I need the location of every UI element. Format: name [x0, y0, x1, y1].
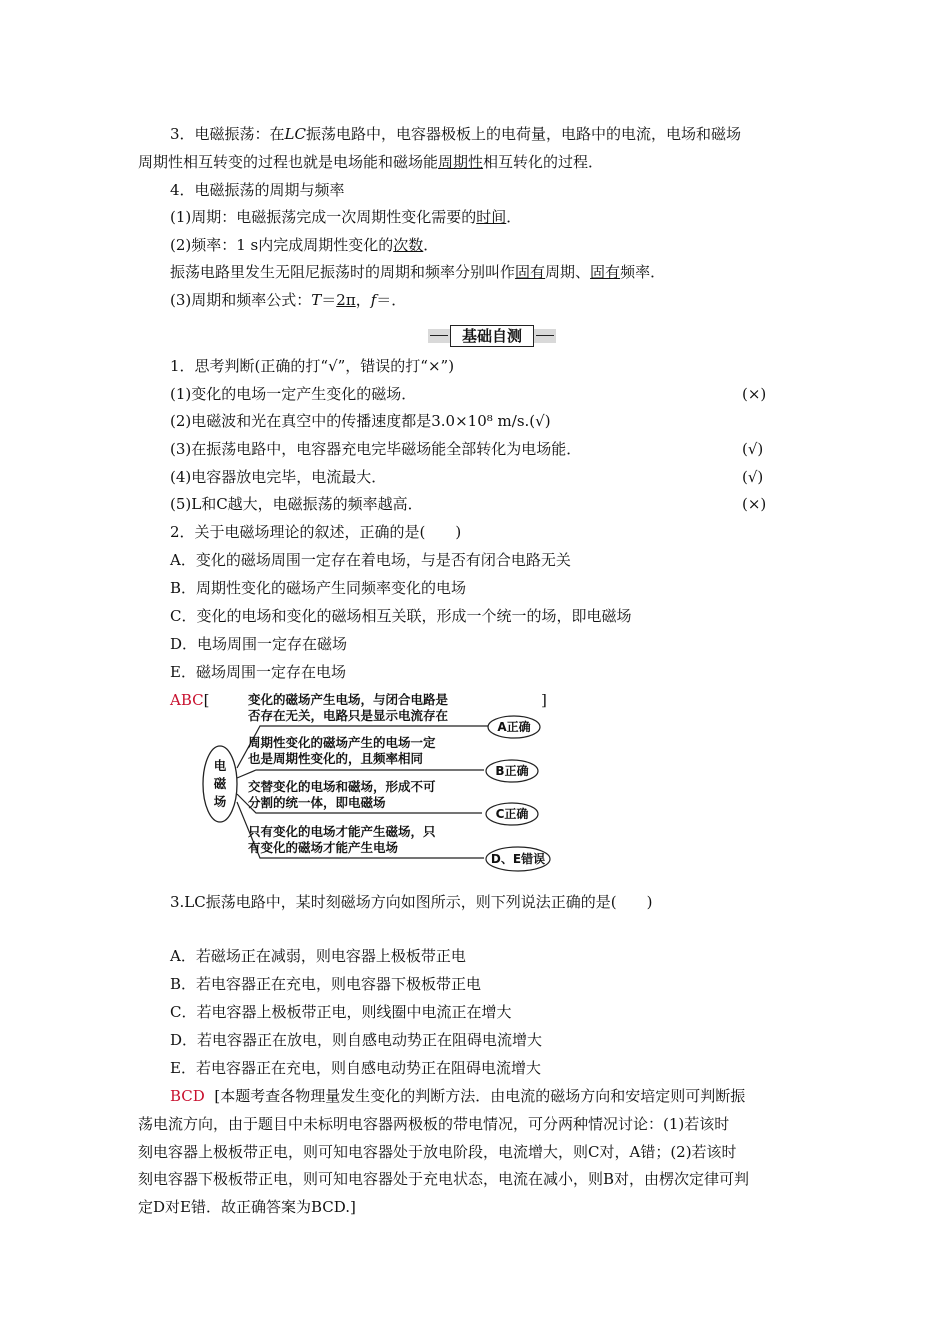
q3-option-d: D．若电容器正在放电，则自感电动势正在阻碍电流增大 [170, 1031, 543, 1049]
q1-item-1: (1)变化的电场一定产生变化的磁场． [170, 385, 417, 403]
q2-option-a: A．变化的磁场周围一定存在着电场，与是否有闭合电路无关 [170, 551, 571, 569]
q1-mark-3: (√) [742, 440, 764, 458]
q2-stem: 2．关于电磁场理论的叙述，正确的是( ) [170, 523, 462, 541]
q2-bracket-close: ] [541, 691, 547, 709]
diagram-text-c: 交替变化的电场和磁场，形成不可 分割的统一体，即电磁场 [248, 779, 436, 810]
diagram-text-a: 变化的磁场产生电场，与闭合电路是 否存在无关，电路只是显示电流存在 [248, 692, 449, 723]
q2-option-c: C．变化的电场和变化的磁场相互关联，形成一个统一的场，即电磁场 [170, 607, 632, 625]
frequency-def: (2)频率：1 s内完成周期性变化的次数． [170, 236, 439, 254]
q3-option-e: E．若电容器正在充电，则自感电动势正在阻碍电流增大 [170, 1059, 541, 1077]
q1-item-2: (2)电磁波和光在真空中的传播速度都是3.0×10⁸ m/s.(√) [170, 412, 551, 430]
diagram-center-label: 电 磁 场 [213, 758, 227, 809]
q3-answer: BCD [170, 1087, 205, 1105]
q3-option-a: A．若磁场正在减弱，则电容器上极板带正电 [170, 947, 466, 965]
section-header [428, 325, 556, 347]
q3-option-b: B．若电容器正在充电，则电容器下极板带正电 [170, 975, 482, 993]
q1-mark-1: (×) [742, 385, 767, 403]
diagram-text-d: 只有变化的电场才能产生磁场，只 有变化的磁场才能产生电场 [248, 824, 436, 855]
para3-line1: 3．电磁振荡：在LC振荡电路中，电容器极板上的电荷量，电路中的电流，电场和磁场 [170, 125, 742, 143]
q1-mark-4: (√) [742, 468, 764, 486]
q2-option-b: B．周期性变化的磁场产生同频率变化的电场 [170, 579, 467, 597]
para4-title: 4．电磁振荡的周期与频率 [170, 181, 345, 199]
diagram-bubble-b: B正确 [495, 764, 529, 778]
q2-option-e: E．磁场周围一定存在电场 [170, 663, 346, 681]
section-rule-left [430, 335, 448, 336]
q3-stem: 3.LC振荡电路中，某时刻磁场方向如图所示，则下列说法正确的是( ) [170, 893, 653, 911]
diagram-text-b: 周期性变化的磁场产生的电场一定 也是周期性变化的，且频率相同 [248, 735, 436, 766]
period-def: (1)周期：电磁振荡完成一次周期性变化需要的时间． [170, 208, 522, 226]
q1-mark-5: (×) [742, 495, 767, 513]
q3-explain-line2: 荡电流方向，由于题目中未标明电容器两极板的带电情况，可分两种情况讨论：(1)若该时 [138, 1115, 730, 1133]
diagram-bubble-a: A正确 [497, 720, 531, 734]
q3-option-c: C．若电容器上极板带正电，则线圈中电流正在增大 [170, 1003, 512, 1021]
formula-line: (3)周期和频率公式：T＝2π，f＝． [170, 291, 407, 309]
diagram-bubble-c: C正确 [495, 807, 529, 821]
diagram-bubble-de: D、E错误 [490, 852, 546, 866]
q1-item-3: (3)在振荡电路中，电容器充电完毕磁场能全部转化为电场能． [170, 440, 582, 458]
q3-explain-line4: 刻电容器下极板带正电，则可知电容器处于充电状态，电流在减小，则B对，由楞次定律可判 [138, 1170, 750, 1188]
section-title: 基础自测 [450, 325, 534, 347]
q2-answer-line: ABC[ [170, 691, 210, 709]
electromagnetic-field-diagram [200, 688, 552, 876]
q3-explain-line5: 定D对E错．故正确答案为BCD.] [138, 1198, 356, 1216]
q1-item-4: (4)电容器放电完毕，电流最大． [170, 468, 387, 486]
q1-item-5: (5)L和C越大，电磁振荡的频率越高． [170, 495, 423, 513]
q3-explain-line3: 刻电容器上极板带正电，则可知电容器处于放电阶段，电流增大，则C对，A错；(2)若该时 [138, 1143, 737, 1161]
q3-explain-line1: BCD [本题考查各物理量发生变化的判断方法．由电流的磁场方向和安培定则可判断振 [170, 1087, 746, 1105]
section-rule-right [536, 335, 554, 336]
q1-stem: 1．思考判断(正确的打“√”，错误的打“×”) [170, 357, 455, 375]
para3-line2: 周期性相互转变的过程也就是电场能和磁场能周期性相互转化的过程． [138, 153, 604, 171]
q2-answer: ABC [170, 691, 204, 709]
natural-period-def: 振荡电路里发生无阻尼振荡时的周期和频率分别叫作固有周期、固有频率． [170, 263, 666, 281]
q2-option-d: D．电场周围一定存在磁场 [170, 635, 348, 653]
